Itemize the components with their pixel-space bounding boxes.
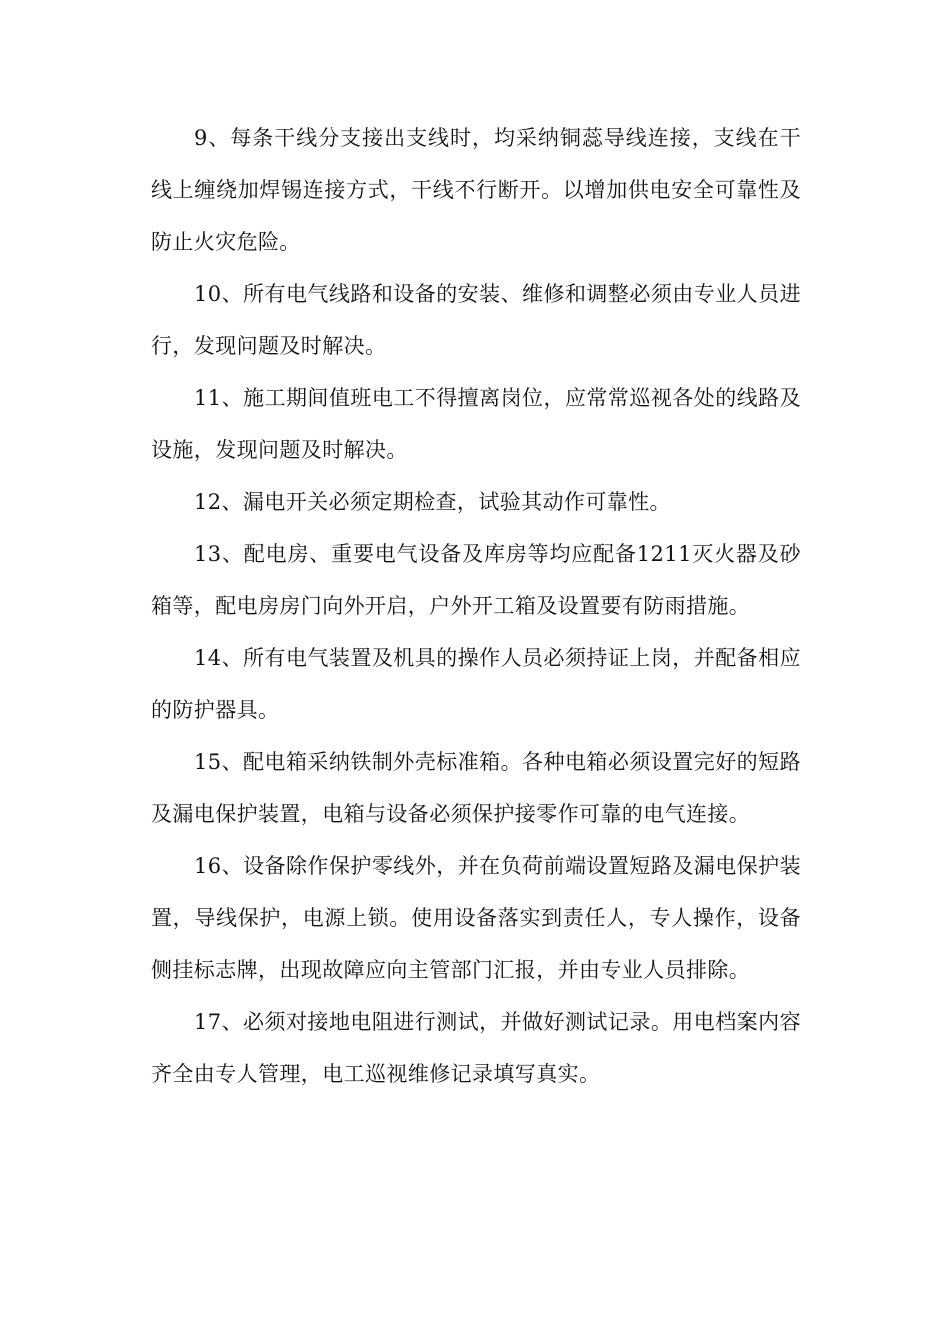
paragraph-13: 13、配电房、重要电气设备及库房等均应配备1211灭火器及砂箱等，配电房房门向外开启，户外开工箱及设置要有防雨措施。 bbox=[151, 542, 801, 618]
paragraph-17: 17、必须对接地电阻进行测试，并做好测试记录。用电档案内容齐全由专人管理，电工巡视维修记录填写真实。 bbox=[151, 1010, 801, 1086]
paragraph-15: 15、配电箱采纳铁制外壳标准箱。各种电箱必须设置完好的短路及漏电保护装置，电箱与设备必须保护接零作可靠的电气连接。 bbox=[151, 750, 801, 826]
paragraph-10: 10、所有电气线路和设备的安装、维修和调整必须由专业人员进行，发现问题及时解决。 bbox=[151, 282, 801, 358]
paragraph-9: 9、每条干线分支接出支线时，均采纳铜蕊导线连接，支线在干线上缠绕加焊锡连接方式，干线不行断开。以增加供电安全可靠性及防止火灾危险。 bbox=[151, 126, 801, 254]
paragraph-12: 12、漏电开关必须定期检查，试验其动作可靠性。 bbox=[194, 490, 671, 514]
paragraph-16: 16、设备除作保护零线外，并在负荷前端设置短路及漏电保护装置，导线保护，电源上锁。使用设备落实到责任人，专人操作，设备侧挂标志牌，出现故障应向主管部门汇报，并由专业人员排除。 bbox=[151, 854, 801, 982]
paragraph-14: 14、所有电气装置及机具的操作人员必须持证上岗，并配备相应的防护器具。 bbox=[151, 646, 801, 722]
document-body bbox=[151, 112, 801, 1100]
paragraph-11: 11、施工期间值班电工不得擅离岗位，应常常巡视各处的线路及设施，发现问题及时解决。 bbox=[151, 386, 801, 462]
